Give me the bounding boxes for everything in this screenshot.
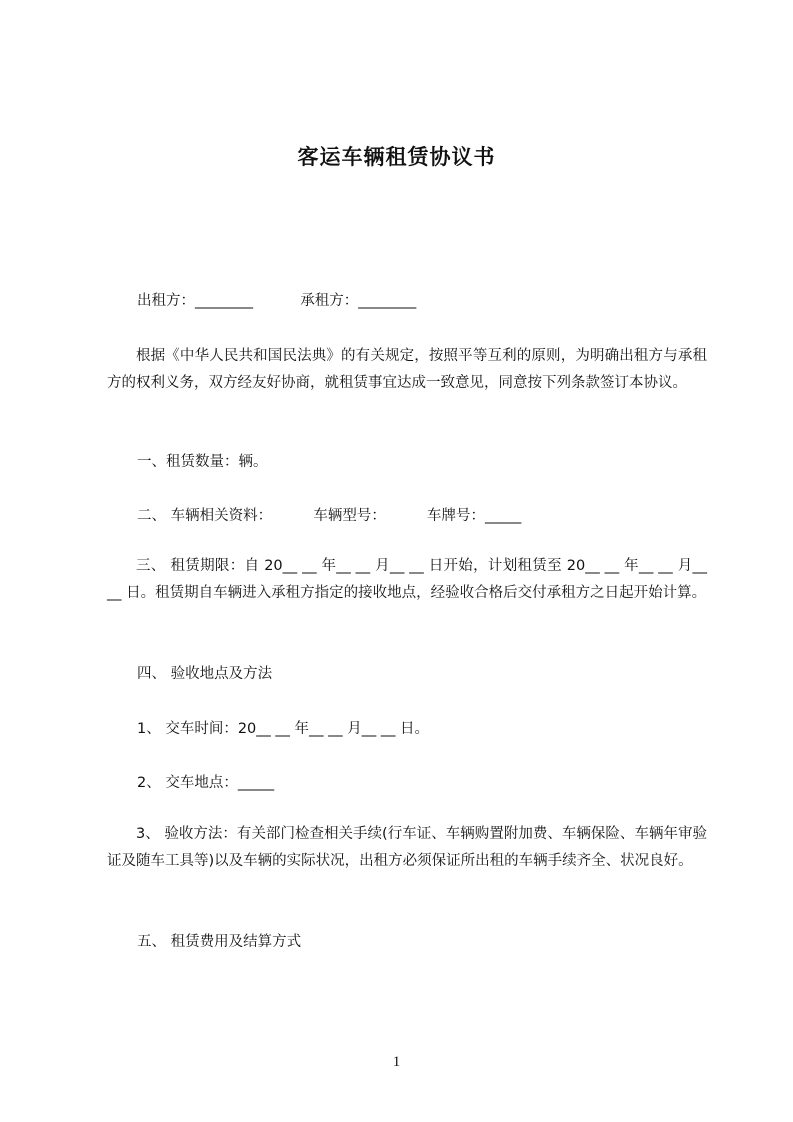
clause-2-heading: 二、 车辆相关资料： (137, 508, 273, 524)
document-title: 客运车辆租赁协议书 (297, 145, 496, 169)
page-number: 1 (392, 1054, 401, 1070)
intro-paragraph: 根据《中华人民共和国民法典》的有关规定，按照平等互利的原则，为明确出租方与承租方的权利义务，双方经友好协商，就租赁事宜达成一致意见，同意按下列条款签订本协议。 (107, 348, 707, 391)
clause-2-line (137, 503, 521, 529)
clause-5-heading: 五、 租赁费用及结算方式 (137, 934, 302, 950)
clause-4-heading: 四、 验收地点及方法 (137, 666, 273, 682)
clause-1: 一、租赁数量：辆。 (137, 454, 268, 470)
clause-3-paragraph: 三、 租赁期限：自 20__ __ 年__ __ 月__ __ 日开始，计划租赁至 20__ __ 年__ __ 月__ __ 日。租赁期自车辆进入承租方指定的接收地点，经验收合格后交付承租方之日起开始计算。 (107, 558, 707, 601)
item-3-inspection-method: 3、 验收方法：有关部门检查相关手续(行车证、车辆购置附加费、车辆保险、车辆年审验证及随车工具等)以及车辆的实际状况，出租方必须保证所出租的车辆手续齐全、状况良好。 (107, 826, 707, 869)
item-1-delivery-time: 1、 交车时间：20__ __ 年__ __ 月__ __ 日。 (137, 721, 429, 737)
lessor-field: 出租方：________ (137, 293, 253, 309)
parties-line (137, 288, 416, 314)
license-plate-field: 车牌号：_____ (427, 508, 522, 524)
lessee-field: 承租方：________ (300, 293, 417, 309)
item-2-delivery-location: 2、 交车地点：_____ (137, 775, 275, 791)
vehicle-model-field: 车辆型号： (313, 508, 386, 524)
